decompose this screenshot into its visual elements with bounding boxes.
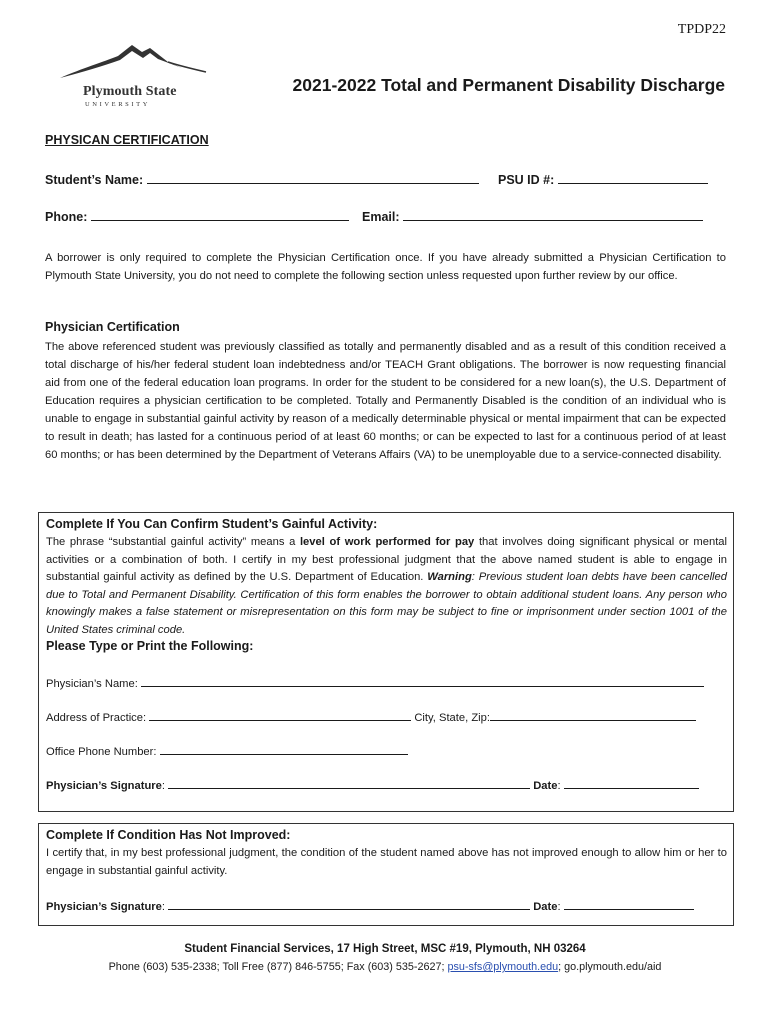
form-code: TPDP22 bbox=[677, 22, 726, 37]
physician-name-line[interactable] bbox=[141, 675, 704, 687]
warning-label: Warning bbox=[427, 571, 472, 583]
not-improved-text: I certify that, in my best professional judgment, the condition of the student named above has not improved enough to allow him or her to engage in substantial gainful activity. bbox=[46, 847, 727, 877]
footer-contact bbox=[0, 961, 770, 973]
footer-phones: Phone (603) 535-2338; Toll Free (877) 846-5755; Fax (603) 535-2627; bbox=[108, 961, 448, 973]
not-improved-signature-line[interactable] bbox=[168, 898, 530, 910]
mountain-logo-icon bbox=[58, 42, 208, 86]
gainful-activity-box bbox=[38, 512, 734, 812]
psu-id-field[interactable] bbox=[498, 172, 708, 187]
psu-id-line[interactable] bbox=[558, 172, 708, 184]
footer-address: Student Financial Services, 17 High Street, MSC #19, Plymouth, NH 03264 bbox=[184, 943, 586, 955]
signature-label: Physician’s Signature bbox=[46, 780, 162, 792]
not-improved-title: Complete If Condition Has Not Improved: bbox=[46, 828, 291, 842]
not-improved-signature-label: Physician’s Signature bbox=[46, 901, 162, 913]
email-field[interactable] bbox=[362, 209, 703, 224]
address-label: Address of Practice: bbox=[46, 712, 147, 724]
not-improved-box bbox=[38, 823, 734, 926]
logo-subtitle: UNIVERSITY bbox=[85, 101, 150, 108]
phone-field[interactable] bbox=[45, 209, 349, 224]
logo-name: Plymouth State bbox=[83, 84, 177, 99]
date-line[interactable] bbox=[564, 777, 699, 789]
gainful-text-1: The phrase “substantial gainful activity” means a bbox=[46, 536, 300, 548]
section-heading: PHYSICAN CERTIFICATION bbox=[45, 133, 209, 147]
office-phone-line[interactable] bbox=[160, 743, 408, 755]
office-phone-label: Office Phone Number: bbox=[46, 746, 157, 758]
intro-paragraph: A borrower is only required to complete the Physician Certification once. If you have already submitted a Physician Certification to Plymouth State University, you do not need to complete the following section unless requested upon further review by our office. bbox=[45, 252, 726, 282]
footer-email-link[interactable]: psu-sfs@plymouth.edu bbox=[447, 961, 559, 973]
phone-label: Phone: bbox=[45, 210, 88, 224]
city-label: City, State, Zip: bbox=[414, 712, 490, 724]
date-label: Date bbox=[533, 780, 558, 792]
address-field[interactable] bbox=[46, 709, 696, 724]
phone-line[interactable] bbox=[91, 209, 349, 221]
student-name-line[interactable] bbox=[147, 172, 479, 184]
footer-separator: ; bbox=[558, 961, 565, 973]
gainful-box-text bbox=[46, 534, 727, 639]
physician-name-field[interactable] bbox=[46, 675, 704, 690]
physician-cert-heading: Physician Certification bbox=[45, 320, 180, 334]
not-improved-signature-field[interactable]: Physician’s Signature: Date: bbox=[46, 898, 694, 913]
physician-name-label: Physician’s Name: bbox=[46, 678, 138, 690]
student-name-label: Student’s Name: bbox=[45, 173, 144, 187]
signature-line[interactable] bbox=[168, 777, 530, 789]
page-title: 2021-2022 Total and Permanent Disability Discharge bbox=[292, 75, 725, 95]
type-print-instruction: Please Type or Print the Following: bbox=[46, 639, 254, 653]
email-label: Email: bbox=[362, 210, 400, 224]
office-phone-field[interactable] bbox=[46, 743, 408, 758]
psu-id-label: PSU ID #: bbox=[498, 173, 555, 187]
physician-cert-body: The above referenced student was previously classified as totally and permanently disabled and as a result of this condition received a total discharge of his/her federal student loan indebtedness and/or TEACH Grant obligations. The borrower is now requesting financial aid from one of the federal education loan programs. In order for the student to be considered for a new loan(s), the U.S. Department of Education requires a physician certification to be completed. Totally and Permanently Disabled is the condition of an individual who is unable to engage in substantial gainful activity by reason of a medically determinable physical or mental impairment that can be expected to result in death; has lasted for a continuous period of at least 60 months; or can be expected to last for a continuous period of at least 60 months; or has been determined by the Department of Veterans Affairs (VA) to be unemployable due to a service-connected disability. bbox=[45, 341, 726, 461]
email-line[interactable] bbox=[403, 209, 703, 221]
gainful-text-2: that involves doing significant physical or mental activities or a combination of both. I certify in my best professional judgment that the above named student is able to engage in substantial gainful activity as defined by the U.S. Department of Education. bbox=[46, 536, 728, 583]
not-improved-date-line[interactable] bbox=[564, 898, 694, 910]
university-logo bbox=[58, 42, 208, 112]
address-line[interactable] bbox=[149, 709, 411, 721]
warning-text: : Previous student loan debts have been cancelled due to Total and Permanent Disability. Certification of this form enables the borrower to obtain additional student loans. Any person who knowingly makes a false statement or misrepresentation on this form may be subject to fine or imprisonment under section 1001 of the United States criminal code. bbox=[46, 571, 727, 636]
not-improved-date-label: Date bbox=[533, 901, 558, 913]
student-name-field[interactable] bbox=[45, 172, 479, 187]
footer-website: go.plymouth.edu/aid bbox=[564, 961, 662, 973]
gainful-text-bold: level of work performed for pay bbox=[299, 536, 475, 548]
gainful-box-title: Complete If You Can Confirm Student’s Gainful Activity: bbox=[46, 517, 378, 531]
city-line[interactable] bbox=[490, 709, 696, 721]
signature-field[interactable]: Physician’s Signature: Date: bbox=[46, 777, 699, 792]
